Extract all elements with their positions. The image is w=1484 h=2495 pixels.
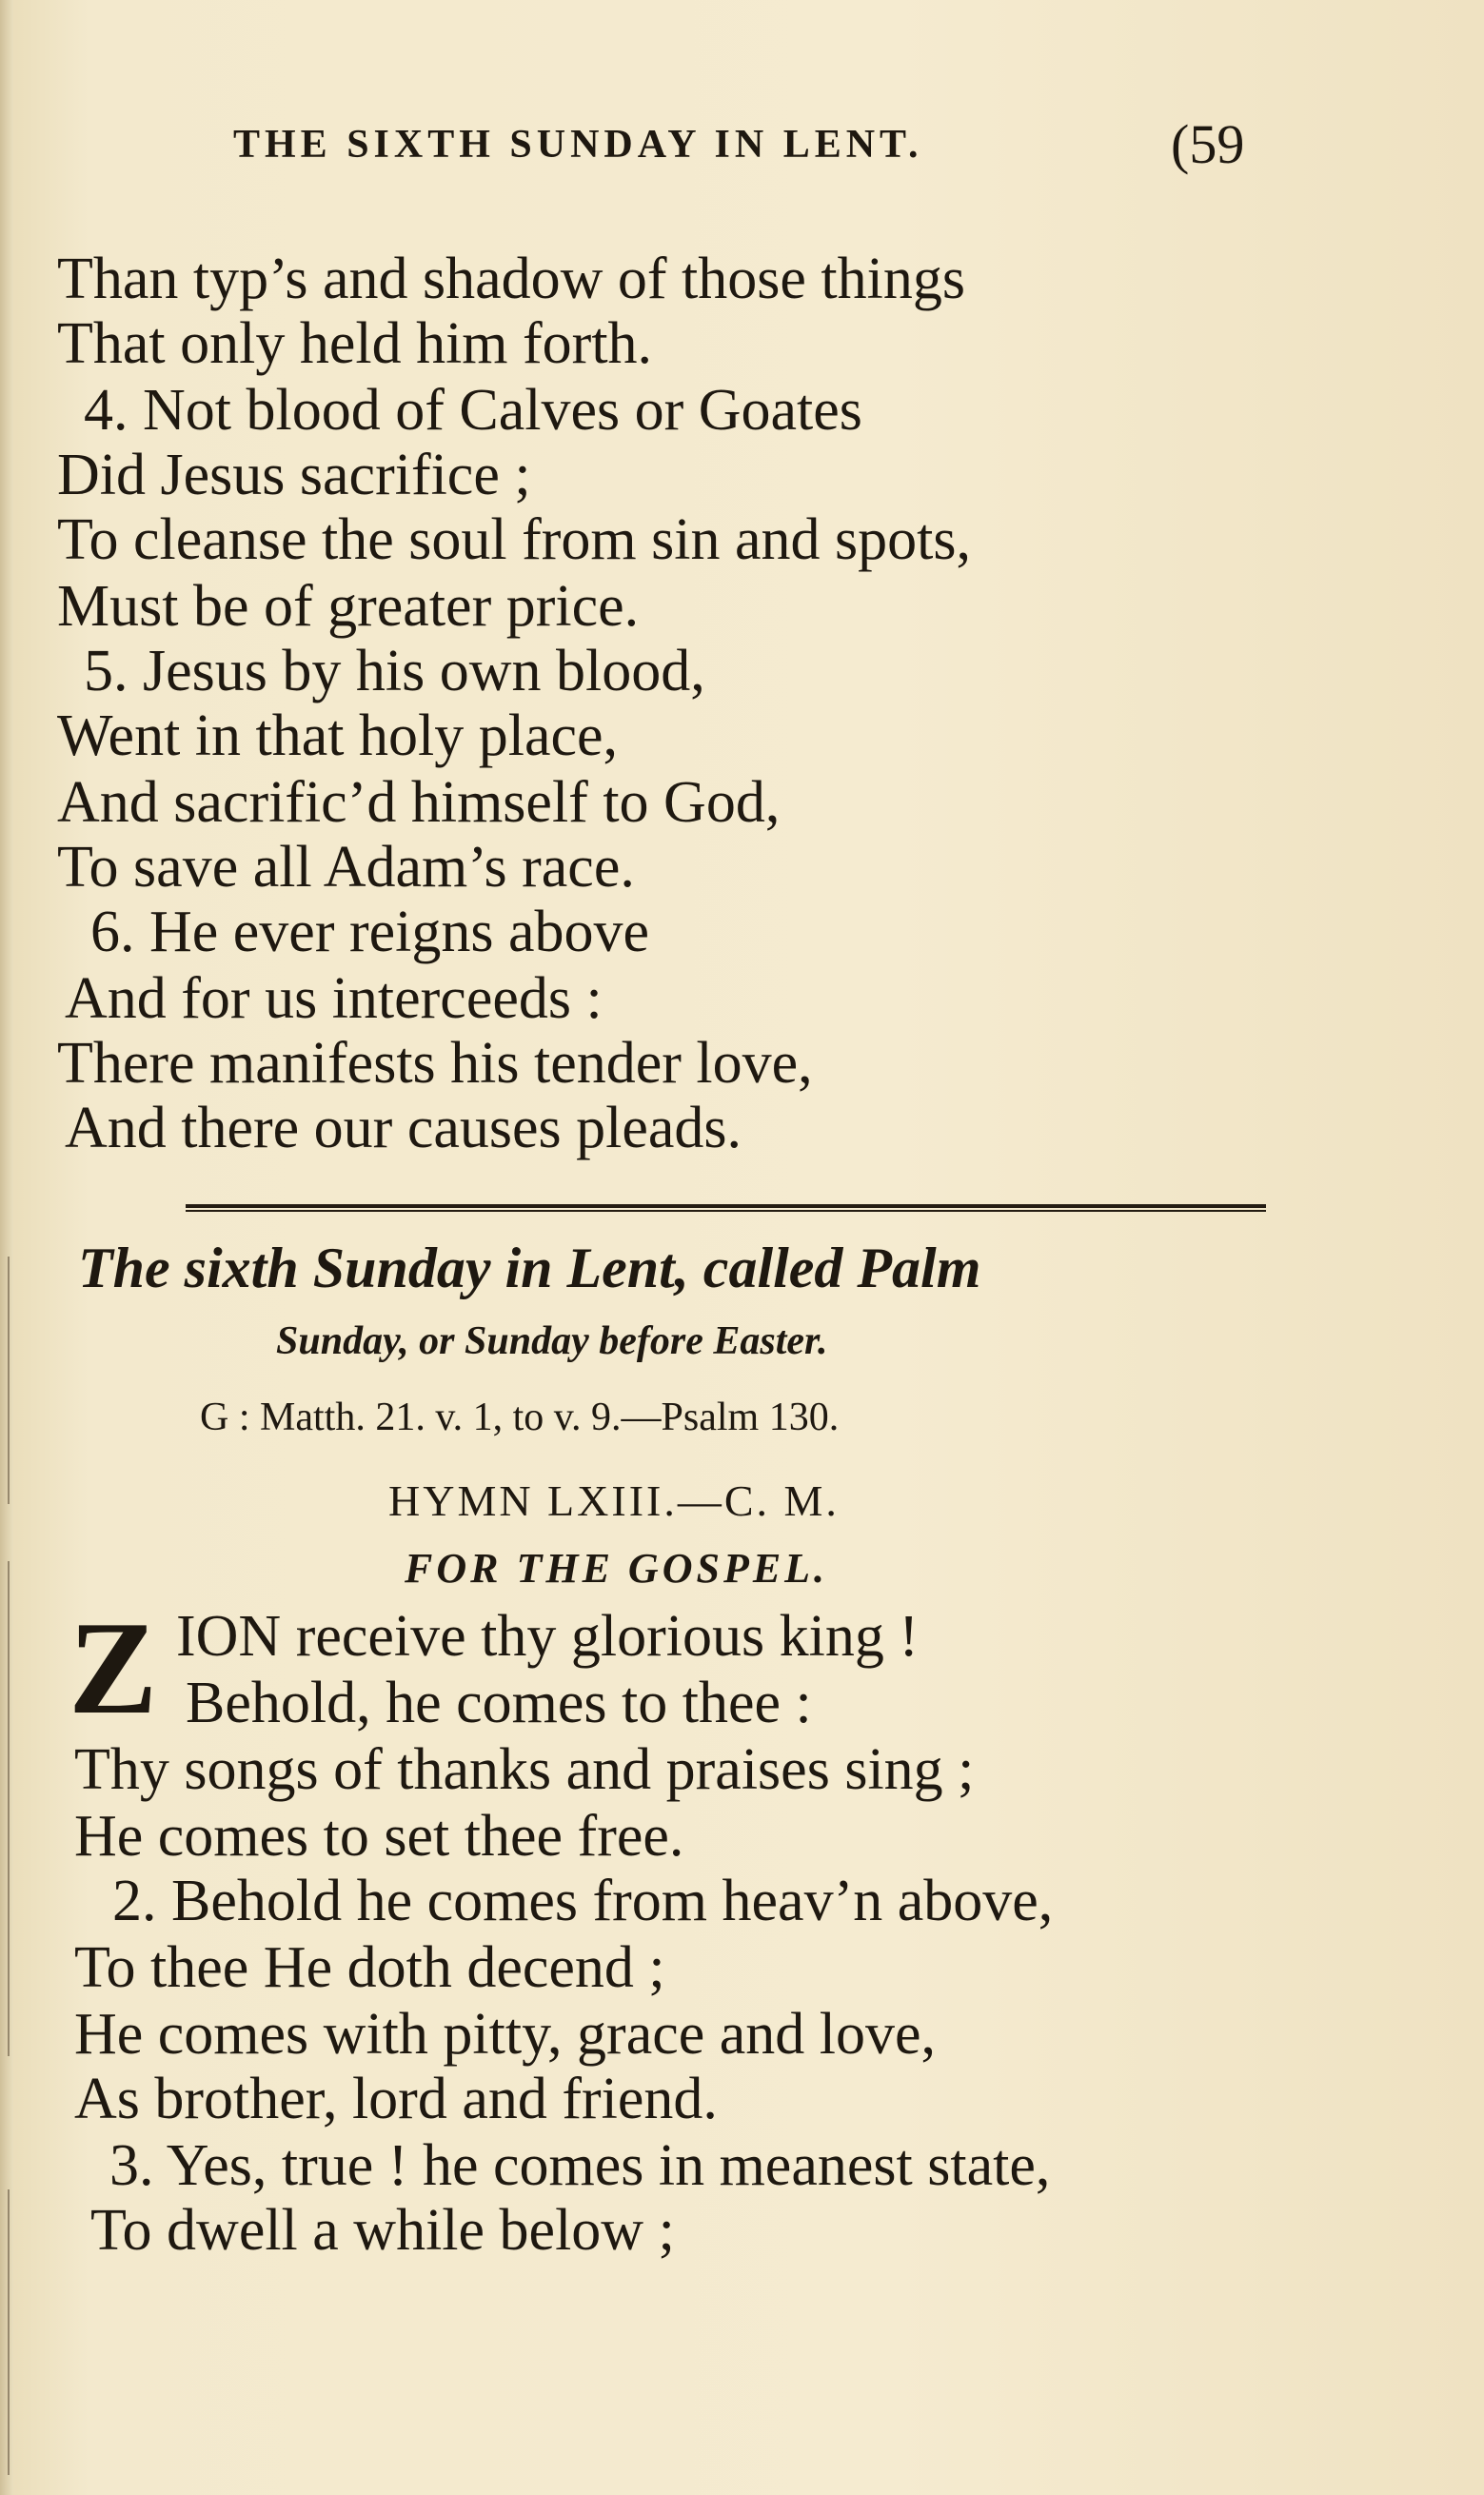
verse-line: Must be of greater price. [57,574,640,639]
verse-line: And sacrific’d himself to God, [57,770,781,835]
hymn-title: HYMN LXIII.—C. M. [388,1476,840,1525]
section-rule [186,1204,1266,1212]
verse-line: To save all Adam’s race. [57,835,635,900]
verse-line: To dwell a while below ; [90,2198,675,2263]
verse-line: 6. He ever reigns above [90,900,650,964]
verse-line: Went in that holy place, [57,703,618,768]
verse-line: 5. Jesus by his own blood, [84,639,705,703]
edge-mark [8,1561,10,2056]
verse-line: 3. Yes, true ! he comes in meanest state, [109,2133,1051,2198]
verse-line: And for us interceeds : [65,966,603,1031]
verse-line: To thee He doth decend ; [74,1935,665,2000]
hymn-subtitle: FOR THE GOSPEL. [405,1545,829,1592]
verse-line: ION receive thy glorious king ! [176,1604,919,1669]
edge-mark [8,1257,10,1504]
verse-line: 4. Not blood of Calves or Goates [84,378,862,443]
verse-line: He comes with pitty, grace and love, [74,2002,937,2067]
section-title: The sixth Sunday in Lent, called Palm [78,1237,981,1299]
running-head: THE SIXTH SUNDAY IN LENT. [233,123,923,167]
verse-line: Than typ’s and shadow of those things [57,247,966,311]
drop-cap: Z [69,1594,158,1742]
verse-line: Did Jesus sacrifice ; [57,443,531,507]
verse-line: Thy songs of thanks and praises sing ; [74,1737,975,1802]
edge-mark [8,2189,10,2475]
verse-line: To cleanse the soul from sin and spots, [57,507,971,572]
verse-line: Behold, he comes to thee : [186,1671,812,1735]
verse-line: As brother, lord and friend. [74,2067,718,2131]
verse-line: And there our causes pleads. [65,1096,742,1160]
page-gutter [0,0,13,2495]
verse-line: 2. Behold he comes from heav’n above, [112,1869,1054,1933]
verse-line: That only held him forth. [57,311,653,376]
page-number: (59 [1171,113,1245,175]
verse-line: He comes to set thee free. [74,1804,684,1869]
readings-reference: G : Matth. 21. v. 1, to v. 9.—Psalm 130. [200,1396,840,1439]
section-subtitle: Sunday, or Sunday before Easter. [276,1319,828,1363]
verse-line: There manifests his tender love, [57,1031,813,1096]
